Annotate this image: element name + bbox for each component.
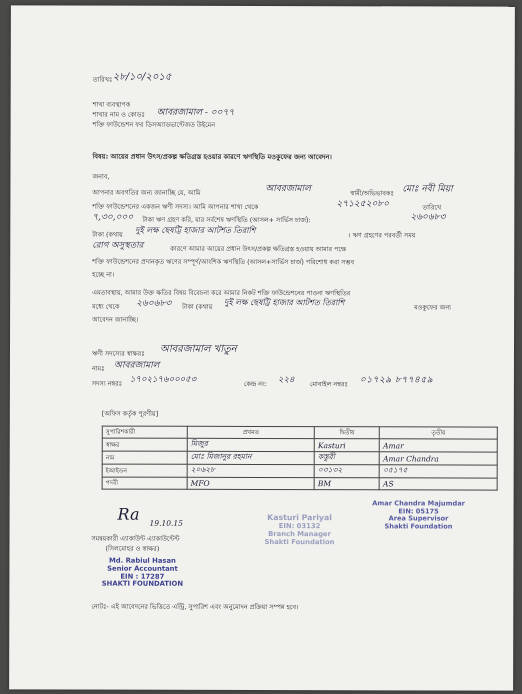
header-first: প্রথমত — [187, 426, 314, 438]
table-row — [102, 464, 497, 478]
body-p2-line-3: আবেদন জানাচ্ছি। — [92, 315, 139, 324]
date-value: ২৮/১০/২০১৫ — [112, 71, 172, 83]
center-number-label: কেন্দ্র নং: — [243, 379, 267, 389]
branch-label: শাখার নাম ও কোডঃ — [92, 110, 145, 119]
loan-amount-written: ৭,৩০,০০০ — [92, 212, 134, 223]
branch-value: আবরজামাল - ০০৭৭ — [156, 107, 235, 118]
table-row — [102, 477, 497, 490]
salutation: জনাব, — [92, 172, 110, 181]
accountant-signature: Ra — [117, 504, 140, 524]
member-signature-label: ঋণী সদস্যের স্বাক্ষরঃ — [91, 349, 145, 358]
body-line-6: শক্তি ফাউন্ডেশনের প্রদানকৃত ঋণের সম্পূর্ণ/আংশিক ঋণস্থিতি (আসল+সার্ভিস চার্জ) পরিশোধ করা সম্ভব — [92, 257, 355, 267]
branch-stamp-org: Shakti Foundation — [264, 537, 335, 546]
body-line-1b: স্বামী/অভিভাবকঃ — [350, 189, 394, 198]
row-label-designation: পদবী — [102, 477, 187, 489]
recommendation-table — [102, 426, 498, 491]
guardian-name-written: মোঃ নবী মিয়া — [402, 184, 453, 195]
row-label-ein: ইআইডন — [102, 464, 187, 477]
header-recommender: সুপারিশকারী — [102, 426, 187, 438]
reason-written: রোগ অসুস্থতার — [92, 240, 144, 251]
area-stamp-title: Area Supervisor — [388, 514, 449, 523]
row-label-name: নাম — [102, 451, 187, 464]
recipient-title: শাখা ব্যবস্থাপক — [92, 100, 131, 109]
footnote: নোটঃ- এই আবেদনের ভিত্তিতে এন্ট্রি, সুপারিশ এবং অনুমোদন প্রক্রিয়া সম্পন্ন হবে। — [91, 602, 299, 612]
balance-in-words-written: দুই লক্ষ ছেষট্টি হাজার আটশত তিরাশি — [135, 225, 256, 235]
cell-signature-second: Kasturi — [314, 439, 379, 452]
body-line-4b: । ঋণ গ্রহণের পরবর্তী সময় — [348, 231, 416, 240]
area-stamp-org: Shakti Foundation — [384, 522, 453, 531]
accountant-stamp-ein: EIN : 17287 — [120, 572, 165, 581]
cell-name-third: Amar Chandra — [380, 452, 498, 465]
row-label-signature: স্বাক্ষর — [102, 438, 187, 451]
accountant-seal-note: (সিলমোহর ও স্বাক্ষর) — [105, 544, 160, 553]
member-number-written: ১৭০২১৭৬০০০৫৩ — [129, 374, 197, 385]
subject-line: বিষয়: আয়ের প্রধান উৎস/প্রকল্প ক্ষতিগ্রস্ত হওয়ার কারণে ঋণস্থিতি মওকুফের জন্য আবেদন। — [92, 152, 332, 162]
cell-name-first: মোঃ মিজানুর রহমান — [187, 451, 314, 464]
application-form-page — [9, 5, 515, 690]
body-p2-line-2b: টাকা (কথায় — [182, 302, 213, 311]
body-line-5a: কারণে আমার আয়ের প্রধান উৎস/প্রকল্প ক্ষতিগ্রস্ত হওয়ায় আমার পক্ষে — [170, 244, 347, 254]
waiver-amount-in-words-written: দুই লক্ষ ছেষট্টি হাজার আটশত তিরাশি — [224, 297, 345, 308]
center-number-written: ২২৪ — [277, 375, 295, 386]
waiver-amount-written: ২৬০৬৮৩ — [136, 298, 172, 309]
body-line-2a: শক্তি ফাউন্ডেশনের একজন ঋণী সদস্য। আমি আপনার শাখা থেকে — [92, 202, 259, 211]
branch-manager-stamp — [257, 514, 341, 547]
mobile-number-label: মোবাইল নম্বরঃ — [309, 380, 348, 389]
accountant-stamp-org: SHAKTI FOUNDATION — [101, 580, 184, 589]
header-second: দ্বিতীয় — [314, 427, 379, 439]
body-line-4a: টাকা (কথায় — [92, 230, 123, 239]
branch-stamp-name: Kasturi Pariyal — [267, 513, 332, 523]
branch-stamp-ein: EIN: 03132 — [278, 521, 321, 531]
office-section-title: [অফিস কর্তৃক পূরণীয়] — [101, 409, 159, 418]
cell-designation-first: MFO — [187, 477, 314, 489]
accountant-stamp-name: Md. Rabiul Hasan — [108, 556, 176, 565]
cell-designation-third: AS — [380, 478, 498, 490]
branch-stamp-title: Branch Manager — [268, 529, 331, 538]
table-row — [102, 438, 497, 452]
organization-line: শক্তি ফাউন্ডেশন ফর ডিসঅ্যাডভান্টেজড উইমেন — [92, 120, 216, 129]
member-name-label: নামঃ — [91, 364, 105, 373]
accountant-signature-date: 19.10.15 — [149, 518, 183, 528]
member-name-written: আবরজামাল — [113, 360, 160, 371]
area-stamp-name: Amar Chandra Majumdar — [372, 499, 465, 508]
cell-ein-third: ০৫১৭৫ — [380, 465, 498, 478]
member-signature: আবরজামাল খাতুন — [159, 343, 237, 355]
applicant-name-written: আবরজামাল — [265, 184, 311, 195]
cell-designation-second: BM — [314, 478, 379, 490]
area-stamp-ein: EIN: 05175 — [398, 506, 439, 516]
body-line-2b: তারিখে — [422, 203, 442, 212]
table-row — [102, 451, 497, 465]
body-p2-line-2c: মওকুফের জন্য — [414, 303, 452, 312]
body-line-7: হচ্ছে না। — [92, 270, 115, 279]
cell-signature-first: মিজুর — [187, 438, 314, 451]
accountant-title-line: সমন্বয়কারী এ্যাকাউন্ট এ্যাকাউন্টেন্ট — [91, 534, 180, 543]
loan-number-written: ২৭১২৫২০৮০ — [336, 199, 390, 210]
body-line-3a: টাকা ঋণ গ্রহণ করি, যার সর্বশেষ ঋণস্থিতি (আসল+ সার্ভিস চার্জ): — [142, 215, 311, 225]
member-number-label: সদস্য নম্বরঃ — [91, 379, 123, 388]
cell-ein-second: ০৩১৩২ — [314, 465, 379, 478]
accountant-stamp-title: Senior Accountant — [107, 564, 178, 573]
body-p2-line-2a: মধ্যে থেকে — [92, 302, 120, 311]
cell-signature-third: Amar — [380, 439, 498, 452]
date-label: তারিখঃ — [92, 75, 113, 84]
cell-ein-first: ২০৬২৮ — [187, 464, 314, 477]
body-p2-line-1: এমতাবস্থায়, আমার উক্ত ক্ষতির বিষয় বিবেচনা করে আমার নিকট শক্তি ফাউন্ডেশনের পাওনা ঋণস্থিতির — [92, 288, 351, 298]
body-line-1a: আপনার অবগতির জন্য জানাচ্ছি যে, আমি — [92, 188, 201, 197]
cell-name-second: কস্তুরী — [314, 452, 379, 465]
accountant-stamp — [97, 558, 187, 589]
mobile-number-written: ০১৭২৯ ৮৭৭৪৫৯ — [359, 375, 434, 386]
area-supervisor-stamp — [364, 500, 474, 531]
header-third: তৃতীয় — [380, 427, 498, 439]
balance-written: ২৬০৬৮৩ — [410, 212, 446, 223]
table-header-row — [102, 426, 497, 439]
